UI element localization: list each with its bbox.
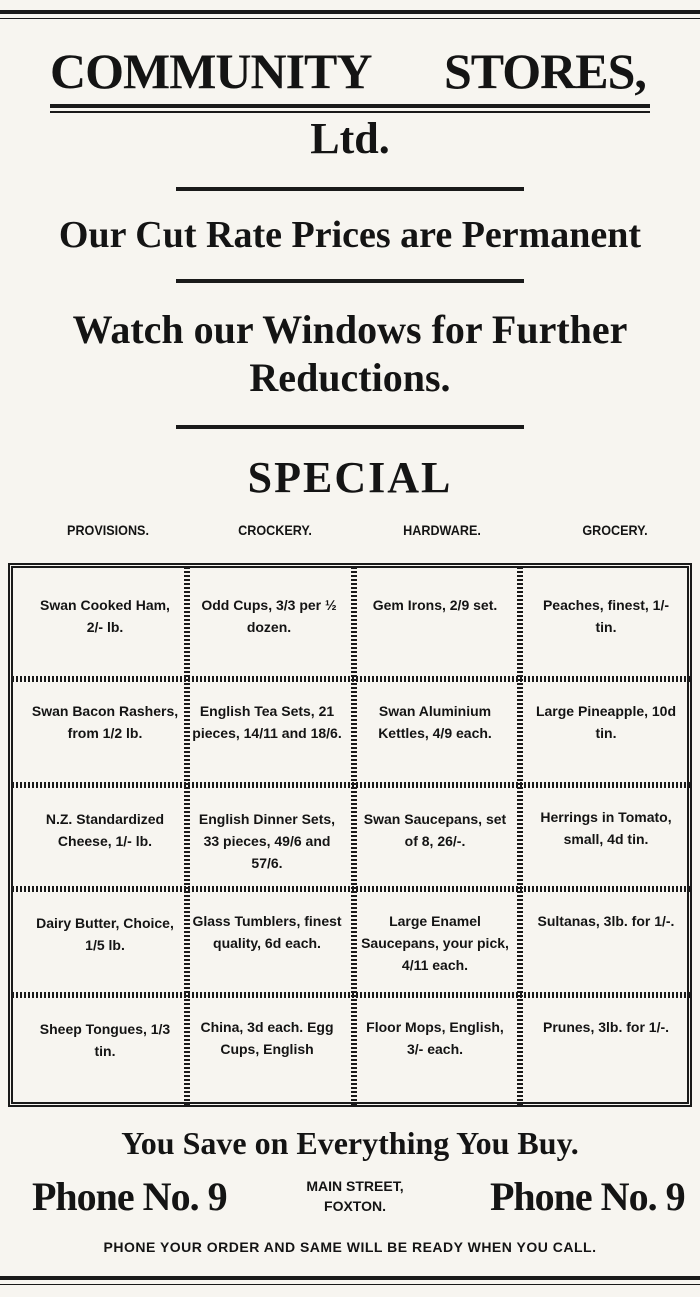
column-divider bbox=[517, 563, 523, 1107]
store-address bbox=[280, 1176, 430, 1216]
save-slogan: You Save on Everything You Buy. bbox=[121, 1125, 579, 1161]
table-cell: Odd Cups, 3/3 per ½ dozen. bbox=[201, 597, 337, 635]
column-divider bbox=[184, 563, 190, 1107]
table-cell: Prunes, 3lb. for 1/-. bbox=[542, 1019, 670, 1035]
divider-1 bbox=[176, 187, 524, 191]
store-name-right: STORES, bbox=[444, 43, 646, 99]
order-notice: PHONE YOUR ORDER AND SAME WILL BE READY WHEN YOU CALL. bbox=[103, 1239, 597, 1255]
tagline: Our Cut Rate Prices are Permanent bbox=[58, 214, 642, 256]
column-divider bbox=[351, 563, 357, 1107]
table-cell: Dairy Butter, Choice, 1/5 lb. bbox=[36, 915, 174, 953]
table-cell: Herrings in Tomato, small, 4d tin. bbox=[540, 809, 672, 847]
table-cell: China, 3d each. Egg Cups, English bbox=[200, 1019, 334, 1057]
column-heading-hardware: HARDWARE. bbox=[403, 522, 481, 538]
table-cell: Glass Tumblers, finest quality, 6d each. bbox=[192, 913, 342, 951]
column-heading-crockery: CROCKERY. bbox=[238, 522, 312, 538]
row-divider bbox=[8, 886, 692, 892]
address-line-1: MAIN STREET, bbox=[306, 1178, 404, 1194]
table-cell: Sheep Tongues, 1/3 tin. bbox=[39, 1021, 171, 1059]
table-cell: English Dinner Sets, 33 pieces, 49/6 and 57/6. bbox=[198, 811, 336, 871]
top-border-rule-thin bbox=[0, 18, 700, 19]
watch-windows-heading bbox=[0, 306, 700, 402]
bottom-border-rule-thin bbox=[0, 1284, 700, 1285]
top-border-rule bbox=[0, 10, 700, 14]
table-cell: Sultanas, 3lb. for 1/-. bbox=[537, 913, 675, 929]
column-heading-provisions: PROVISIONS. bbox=[67, 522, 149, 538]
divider-2 bbox=[176, 279, 524, 283]
title-underline bbox=[50, 104, 650, 108]
row-divider bbox=[8, 992, 692, 998]
table-cell: Swan Aluminium Kettles, 4/9 each. bbox=[378, 703, 492, 741]
table-cell: N.Z. Standardized Cheese, 1/- lb. bbox=[45, 811, 165, 849]
row-divider bbox=[8, 782, 692, 788]
watch-line-1: Watch our Windows for Further bbox=[72, 307, 628, 352]
special-heading: SPECIAL bbox=[247, 453, 453, 502]
column-heading-grocery: GROCERY. bbox=[582, 522, 648, 538]
table-cell: Swan Bacon Rashers, from 1/2 lb. bbox=[31, 703, 179, 741]
table-cell: Swan Saucepans, set of 8, 26/-. bbox=[363, 811, 507, 849]
table-cell: Peaches, finest, 1/- tin. bbox=[542, 597, 670, 635]
divider-3 bbox=[176, 425, 524, 429]
table-cell: Gem Irons, 2/9 set. bbox=[372, 597, 498, 613]
table-cell: Swan Cooked Ham, 2/- lb. bbox=[40, 597, 170, 635]
store-name-left: COMMUNITY bbox=[50, 43, 372, 99]
table-cell: Floor Mops, English, 3/- each. bbox=[366, 1019, 504, 1057]
table-cell: English Tea Sets, 21 pieces, 14/11 and 18/6. bbox=[192, 703, 342, 741]
row-divider bbox=[8, 676, 692, 682]
table-cell: Large Enamel Saucepans, your pick, 4/11 each. bbox=[361, 913, 509, 973]
store-name bbox=[0, 36, 700, 106]
bottom-border-rule bbox=[0, 1276, 700, 1280]
phone-number-right: Phone No. 9 bbox=[490, 1174, 685, 1219]
phone-number-left: Phone No. 9 bbox=[32, 1174, 227, 1219]
store-name-ltd: Ltd. bbox=[310, 114, 390, 163]
address-line-2: FOXTON. bbox=[324, 1198, 386, 1214]
table-cell: Large Pineapple, 10d tin. bbox=[535, 703, 677, 741]
watch-line-2: Reductions. bbox=[249, 355, 451, 400]
